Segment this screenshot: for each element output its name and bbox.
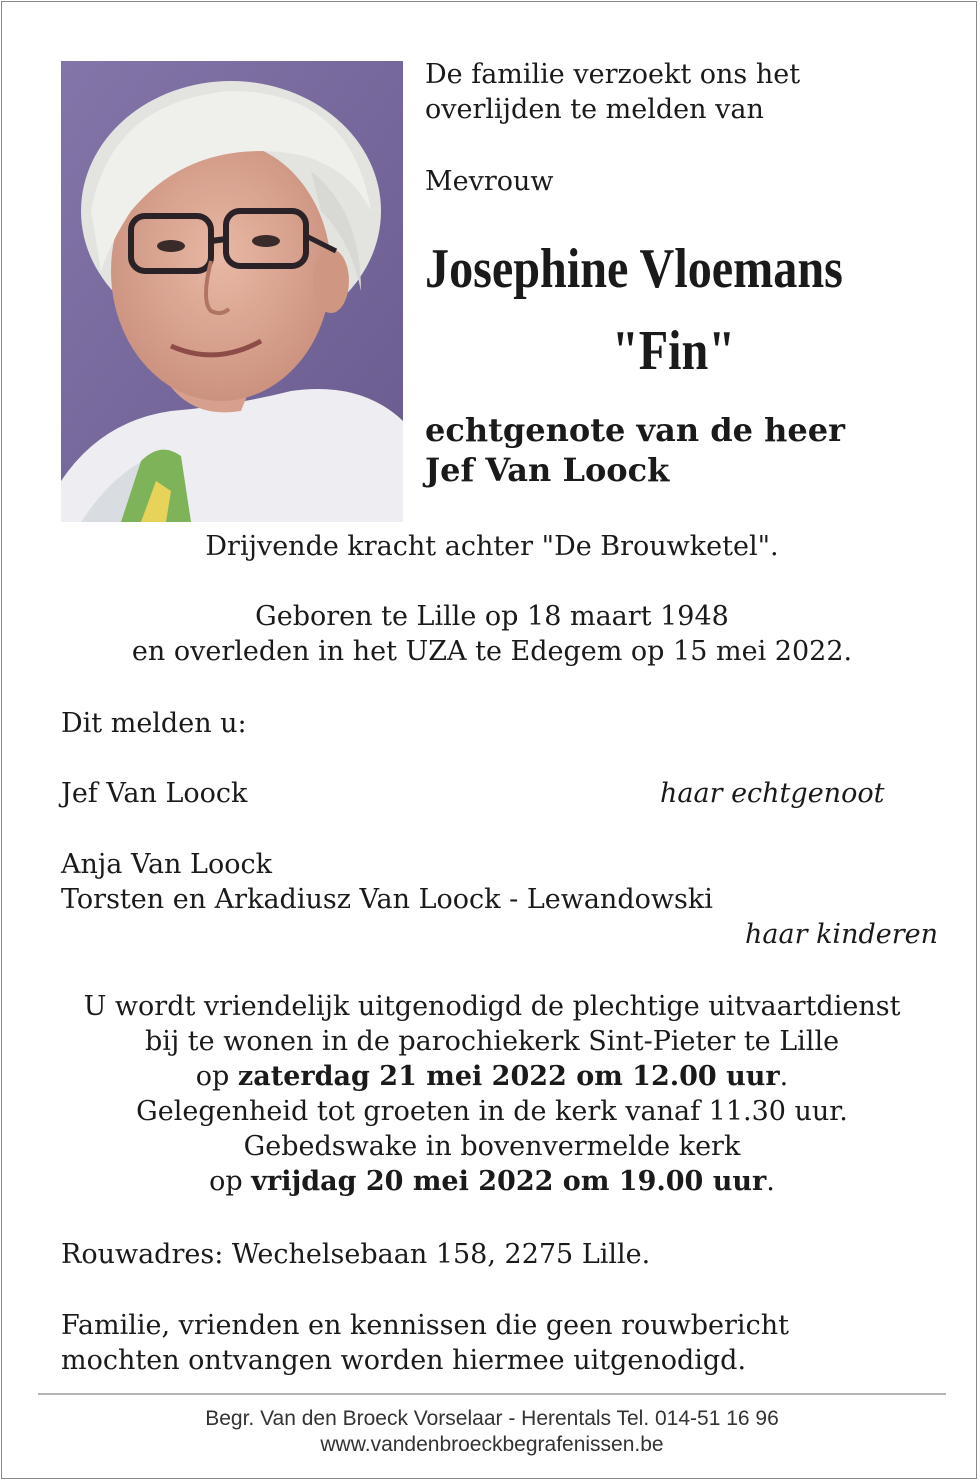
service-prefix: op	[195, 1061, 238, 1092]
closing-text	[61, 1308, 941, 1378]
children-role: haar kinderen	[745, 919, 938, 950]
portrait-photo	[61, 61, 403, 522]
child-name: Torsten en Arkadiusz Van Loock - Lewandowski	[61, 884, 713, 915]
mourner-husband-role: haar echtgenoot	[660, 778, 885, 809]
vigil-suffix: .	[766, 1166, 775, 1197]
vigil-date-line	[42, 1164, 942, 1199]
mourner-husband-name: Jef Van Loock	[61, 778, 248, 809]
obituary-card	[1, 1, 977, 1479]
closing-line: Familie, vrienden en kennissen die geen rouwbericht	[61, 1310, 789, 1341]
closing-line: mochten ontvangen worden hiermee uitgenodigd.	[61, 1345, 747, 1376]
intro-text	[425, 57, 945, 127]
deceased-name: Josephine Vloemans	[425, 238, 843, 300]
announce-label: Dit melden u:	[61, 708, 247, 739]
spouse-text	[425, 410, 945, 490]
intro-line: overlijden te melden van	[425, 94, 764, 125]
honorific: Mevrouw	[425, 166, 554, 197]
footer-divider	[38, 1393, 946, 1395]
service-line: U wordt vriendelijk uitgenodigd de plechtige uitvaartdienst	[83, 991, 901, 1022]
vigil-prefix: op	[209, 1166, 252, 1197]
tagline: Drijvende kracht achter "De Brouwketel".	[205, 531, 779, 562]
spouse-line: Jef Van Loock	[425, 451, 670, 489]
footer-website[interactable]: www.vandenbroeckbegrafenissen.be	[320, 1433, 664, 1456]
footer-contact: Begr. Van den Broeck Vorselaar - Herentals Tel. 014-51 16 96	[205, 1407, 779, 1430]
birth-line: Geboren te Lille op 18 maart 1948	[255, 601, 729, 632]
intro-line: De familie verzoekt ons het	[425, 59, 801, 90]
vigil-date: vrijdag 20 mei 2022 om 19.00 uur	[251, 1166, 767, 1197]
deceased-nickname: "Fin"	[612, 320, 736, 382]
service-line: bij te wonen in de parochiekerk Sint-Pieter te Lille	[144, 1026, 840, 1057]
birth-death-text	[42, 599, 942, 669]
child-name: Anja Van Loock	[61, 849, 272, 880]
death-line: en overleden in het UZA te Edegem op 15 mei 2022.	[131, 636, 853, 667]
portrait-icon	[61, 61, 403, 522]
service-line: Gelegenheid tot groeten in de kerk vanaf 11.30 uur.	[136, 1096, 848, 1127]
service-date: zaterdag 21 mei 2022 om 12.00 uur	[237, 1061, 780, 1092]
service-info	[42, 989, 942, 1199]
spouse-line: echtgenote van de heer	[425, 411, 845, 449]
service-line: Gebedswake in bovenvermelde kerk	[243, 1131, 741, 1162]
service-suffix: .	[779, 1061, 789, 1092]
service-date-line	[42, 1059, 942, 1094]
mourner-children	[61, 847, 941, 917]
mourning-address: Rouwadres: Wechelsebaan 158, 2275 Lille.	[61, 1239, 651, 1270]
